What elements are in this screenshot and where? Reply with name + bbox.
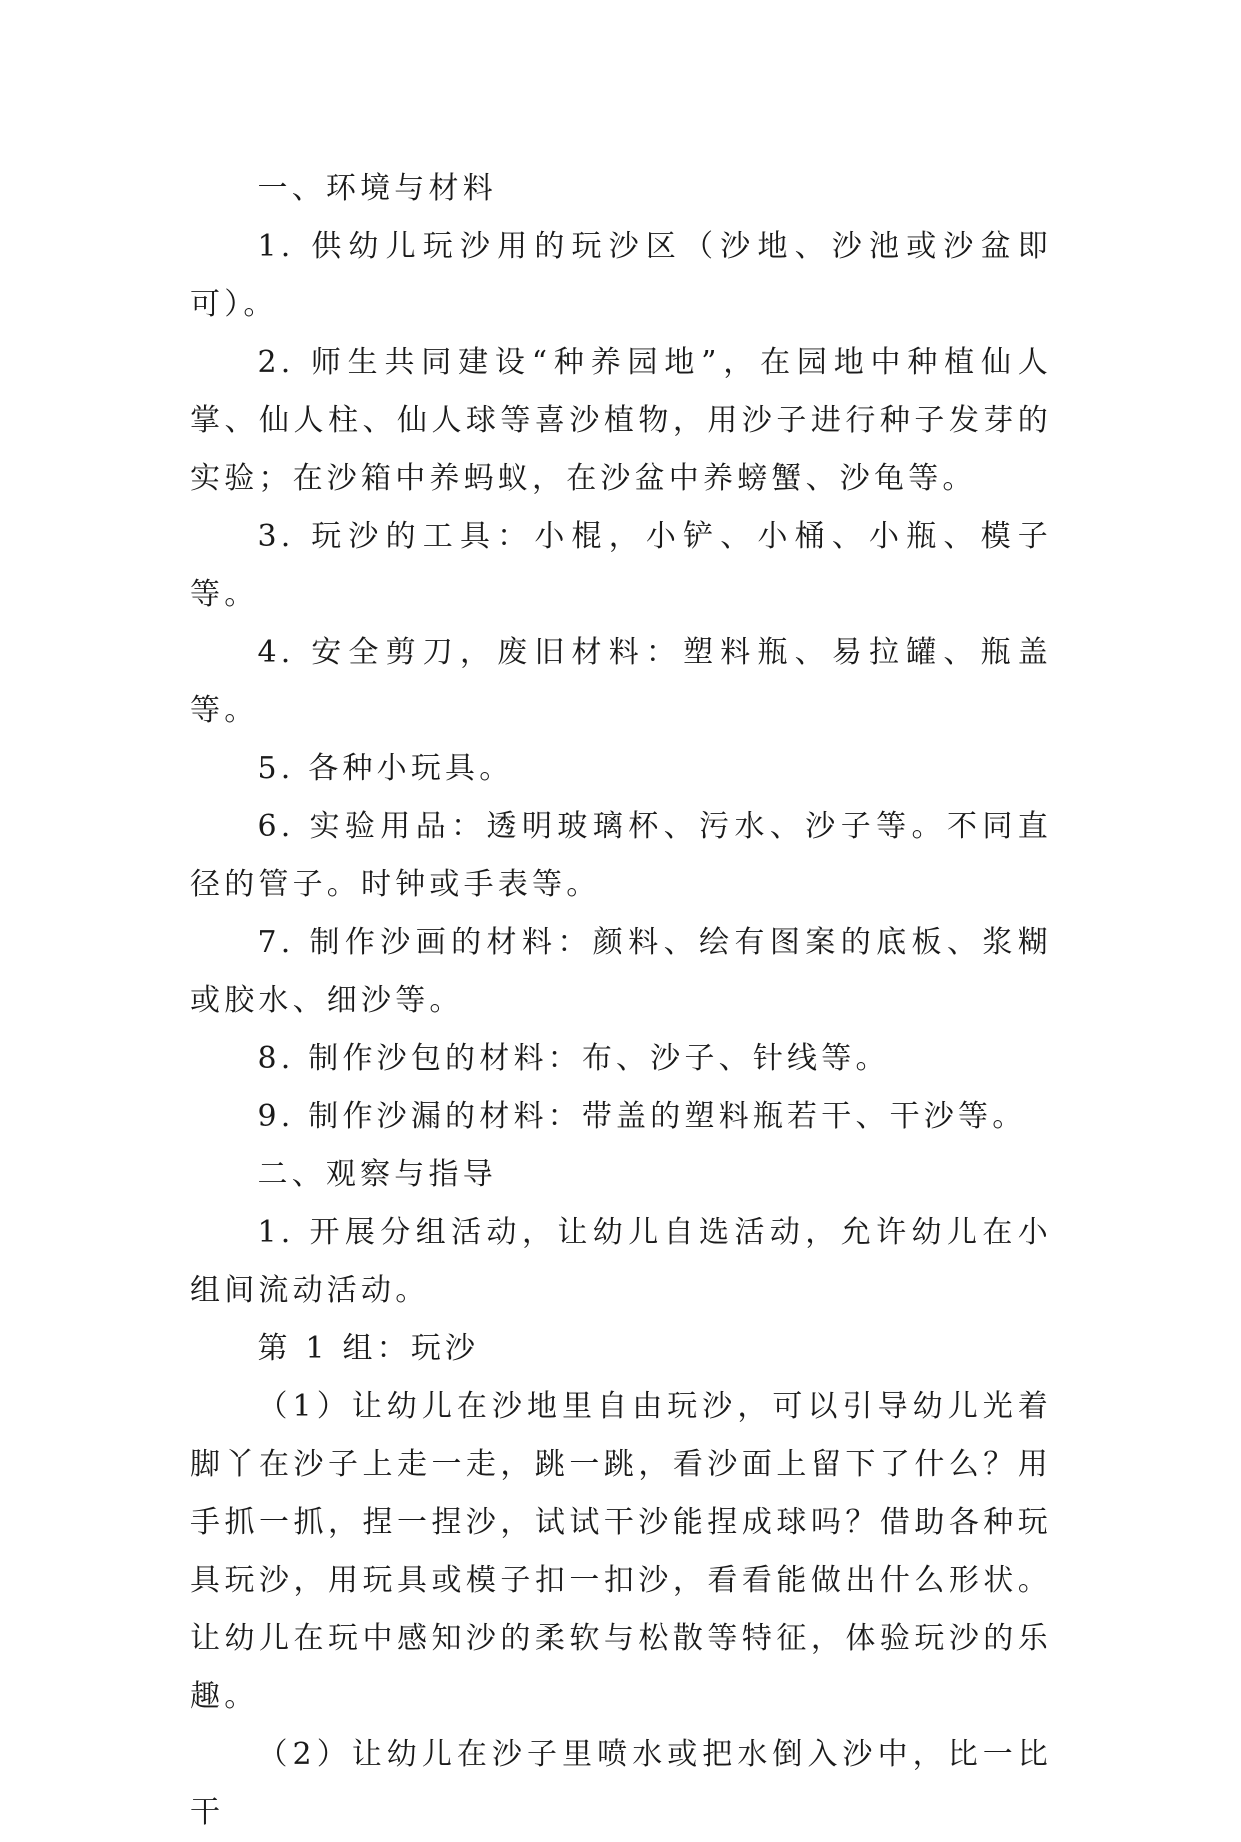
list-item-5: 5. 各种小玩具。 — [257, 751, 514, 786]
group-step-2: （2）让幼儿在沙子里喷水或把水倒入沙中，比一比干 — [190, 1737, 1052, 1830]
guidance-item-1: 1. 开展分组活动，让幼儿自选活动，允许幼儿在小组间流动活动。 — [190, 1215, 1052, 1308]
list-item-4: 4. 安全剪刀，废旧材料：塑料瓶、易拉罐、瓶盖等。 — [190, 635, 1052, 728]
group-step-1: （1）让幼儿在沙地里自由玩沙，可以引导幼儿光着脚丫在沙子上走一走，跳一跳，看沙面上留下了什么？用手抓一抓，捏一捏沙，试试干沙能捏成球吗？借助各种玩具玩沙，用玩具或模子扣一扣沙，看看能做出什么形状。让幼儿在玩中感知沙的柔软与松散等特征，体验玩沙的乐趣。 — [190, 1389, 1052, 1714]
list-item-2: 2. 师生共同建设“种养园地”，在园地中种植仙人掌、仙人柱、仙人球等喜沙植物，用沙子进行种子发芽的实验；在沙箱中养蚂蚁，在沙盆中养螃蟹、沙龟等。 — [190, 345, 1052, 496]
list-item-1: 1. 供幼儿玩沙用的玩沙区（沙地、沙池或沙盆即可）。 — [190, 229, 1052, 322]
list-item-7: 7. 制作沙画的材料：颜料、绘有图案的底板、浆糊或胶水、细沙等。 — [190, 925, 1052, 1018]
document-body — [190, 160, 1052, 1842]
group-heading-1: 第 1 组：玩沙 — [257, 1331, 480, 1366]
section-heading-environment: 一、环境与材料 — [257, 171, 497, 206]
list-item-3: 3. 玩沙的工具：小棍，小铲、小桶、小瓶、模子等。 — [190, 519, 1052, 612]
list-item-9: 9. 制作沙漏的材料：带盖的塑料瓶若干、干沙等。 — [257, 1099, 1027, 1134]
section-heading-observation: 二、观察与指导 — [257, 1157, 497, 1192]
list-item-8: 8. 制作沙包的材料：布、沙子、针线等。 — [257, 1041, 890, 1076]
list-item-6: 6. 实验用品：透明玻璃杯、污水、沙子等。不同直径的管子。时钟或手表等。 — [190, 809, 1052, 902]
